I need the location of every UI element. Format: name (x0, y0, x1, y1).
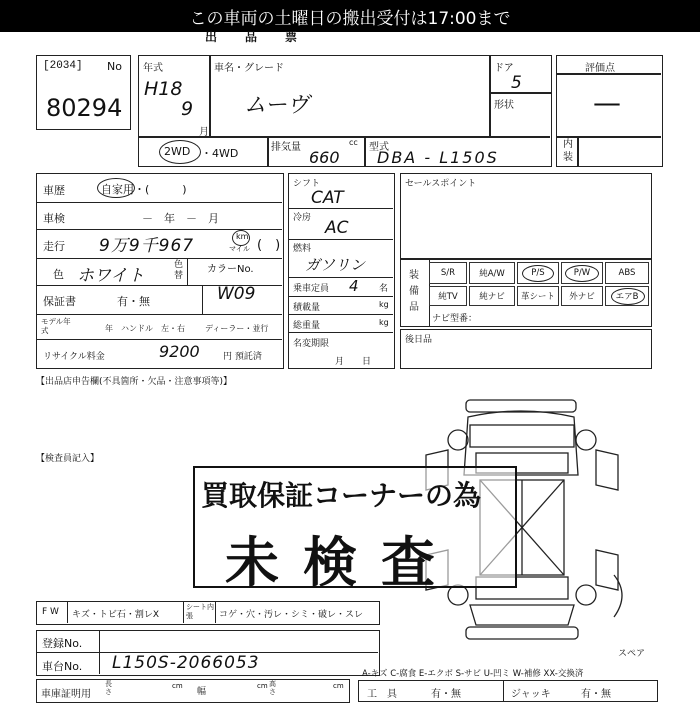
warranty-label: 保証書 (43, 295, 76, 308)
attachments-box (400, 329, 652, 369)
name-change-label: 名変期限 (293, 339, 330, 349)
chassis-label: 車台No. (42, 660, 83, 673)
lot-number: 80294 (46, 94, 123, 122)
capacity-unit: 名 (379, 284, 389, 294)
load-unit: kg (379, 300, 389, 309)
score-value: — (593, 86, 621, 119)
inspection-label: 車検 (43, 212, 65, 225)
length-label: 長さ (105, 680, 112, 696)
width-unit: cm (257, 682, 268, 690)
year-value: H18 (144, 78, 183, 100)
sales-point-box (400, 173, 652, 259)
tools-jack-row (358, 680, 658, 702)
saturday-pickup-banner: この車両の土曜日の搬出受付は17:00まで (0, 0, 700, 32)
warranty-value: 有・無 (117, 295, 150, 308)
capacity-value: 4 (349, 277, 359, 295)
displacement-value: 660 (309, 148, 340, 167)
shift-label: シフト (293, 179, 321, 189)
equip-power-steering: P/S (517, 262, 559, 284)
door-value: 5 (511, 73, 522, 93)
spec-box (288, 173, 395, 369)
recycle-unit: 円 預託済 (223, 352, 262, 362)
jack-label: ジャッキ (511, 689, 551, 700)
history-label: 車歴 (43, 184, 65, 197)
length-unit: cm (172, 682, 183, 690)
chassis-value: L150S-2066053 (112, 653, 260, 673)
fw-text: キズ・トビ石・割レX (72, 610, 159, 620)
equip-airbag: エアB (605, 286, 649, 306)
height-label: 高さ (269, 680, 276, 696)
history-value: 自家用・( ) (101, 183, 187, 196)
year-label: 年式 (143, 63, 163, 74)
windshield-seat-row (36, 601, 380, 625)
equip-leather-seat: 革シート (517, 286, 559, 306)
navi-model-label: ナビ型番： (432, 314, 478, 324)
purchase-guarantee-stamp (193, 466, 517, 594)
garage-cert-label: 車庫証明用 (41, 689, 91, 700)
equip-abs: ABS (605, 262, 649, 284)
garage-certificate-row (36, 679, 350, 703)
equip-navi: 純ナビ (469, 286, 515, 306)
color-label: 色 (53, 268, 64, 281)
drive-2wd: 2WD (164, 145, 191, 158)
ac-label: 冷房 (293, 213, 312, 223)
drive-4wd: ・4WD (201, 147, 239, 160)
lot-number-label: No (107, 60, 122, 73)
displacement-unit: cc (349, 138, 358, 147)
tools-value: 有・無 (431, 689, 461, 700)
color-change-label: 色替 (174, 260, 184, 281)
shape-label: 形状 (494, 100, 514, 111)
fw-label: F W (42, 607, 59, 617)
equip-sr: S/R (429, 262, 467, 284)
type-value: DBA - L150S (377, 148, 499, 167)
dealer-label: ディーラー・並行 (205, 324, 269, 333)
model-year-unit: 年 (105, 324, 113, 333)
seat-label: シート内張 (186, 603, 214, 620)
interior-label: 内装 (563, 139, 573, 163)
weight-label: 総重量 (293, 321, 321, 331)
score-label: 評価点 (585, 63, 615, 74)
spare-label: スペア (618, 649, 646, 659)
mileage-value: 9万9千967 (99, 236, 195, 256)
equip-power-window: P/W (561, 262, 603, 284)
width-label: 幅 (197, 687, 207, 697)
model-year-label: モデル年式 (41, 317, 71, 335)
color-no-value: W09 (217, 284, 256, 304)
score-box (556, 55, 663, 167)
stamp-line-1: 買取保証コーナーの為 (201, 479, 482, 512)
recycle-value: 9200 (159, 342, 200, 361)
registration-box (36, 630, 380, 676)
name-change-unit: 月 日 (335, 357, 372, 367)
sheet-title-fragment: 出品票 (205, 30, 326, 44)
weight-unit: kg (379, 318, 389, 327)
vehicle-detail-box: 車歴 自家用・( ) 車検 － 年 － 月 走行 9万9千967 km マイル ( ) 色 ホワイト 色替 カラーNo. W09 保証書 有・無 モデル年式 年 ハンドル 左・右 ディーラー・並行 リサイクル料金 9200 円 預託済 (36, 173, 284, 369)
ac-value: AC (325, 218, 349, 238)
vehicle-header-box (138, 55, 552, 167)
seat-text: コゲ・穴・汚レ・シミ・破レ・スレ (219, 610, 364, 620)
month-value: 9 (181, 98, 194, 120)
height-unit: cm (333, 682, 344, 690)
model-value: ムーヴ (244, 93, 309, 118)
load-label: 積載量 (293, 303, 321, 313)
color-no-label: カラーNo. (207, 264, 254, 275)
equip-tv: 純TV (429, 286, 467, 306)
sales-point-label: セールスポイント (405, 179, 477, 189)
model-label: 車名・グレード (214, 63, 284, 74)
mileage-label: 走行 (43, 240, 65, 253)
equip-alloy-wheel: 純A/W (469, 262, 515, 284)
handle-label: ハンドル 左・右 (121, 324, 185, 333)
tools-label: 工 具 (367, 689, 397, 700)
capacity-label: 乗車定員 (293, 284, 330, 294)
mileage-unit-km: km (236, 232, 249, 241)
type-label: 型式 (369, 142, 389, 153)
month-unit: 月 (199, 127, 209, 138)
equipment-label: 装備品 (409, 270, 419, 313)
attachments-label: 後日品 (405, 335, 433, 345)
stamp-line-2: 未検査 (225, 531, 459, 594)
damage-code-legend: A-キズ C-腐食 E-エクボ S-サビ U-凹ミ W-補修 XX-交換済 (362, 669, 584, 679)
seller-notes-header: 【出品店申告欄(不具箇所・欠品・注意事項等)】 (36, 377, 233, 387)
mileage-unit-mile: マイル (229, 245, 250, 253)
inspector-notes-header: 【検査員記入】 (36, 454, 100, 464)
recycle-label: リサイクル料金 (43, 352, 105, 362)
jack-value: 有・無 (581, 689, 611, 700)
inspection-value: － 年 － 月 (142, 212, 219, 225)
registration-label: 登録No. (42, 637, 83, 650)
fuel-label: 燃料 (293, 244, 312, 254)
lot-prefix: [2034] (43, 60, 83, 72)
door-label: ドア (494, 63, 514, 74)
fuel-value: ガソリン (305, 256, 366, 274)
lot-number-box (36, 55, 131, 130)
color-value: ホワイト (77, 266, 145, 286)
equip-aftermarket-navi: 外ナビ (561, 286, 603, 306)
displacement-label: 排気量 (271, 142, 301, 153)
shift-value: CAT (311, 188, 344, 208)
